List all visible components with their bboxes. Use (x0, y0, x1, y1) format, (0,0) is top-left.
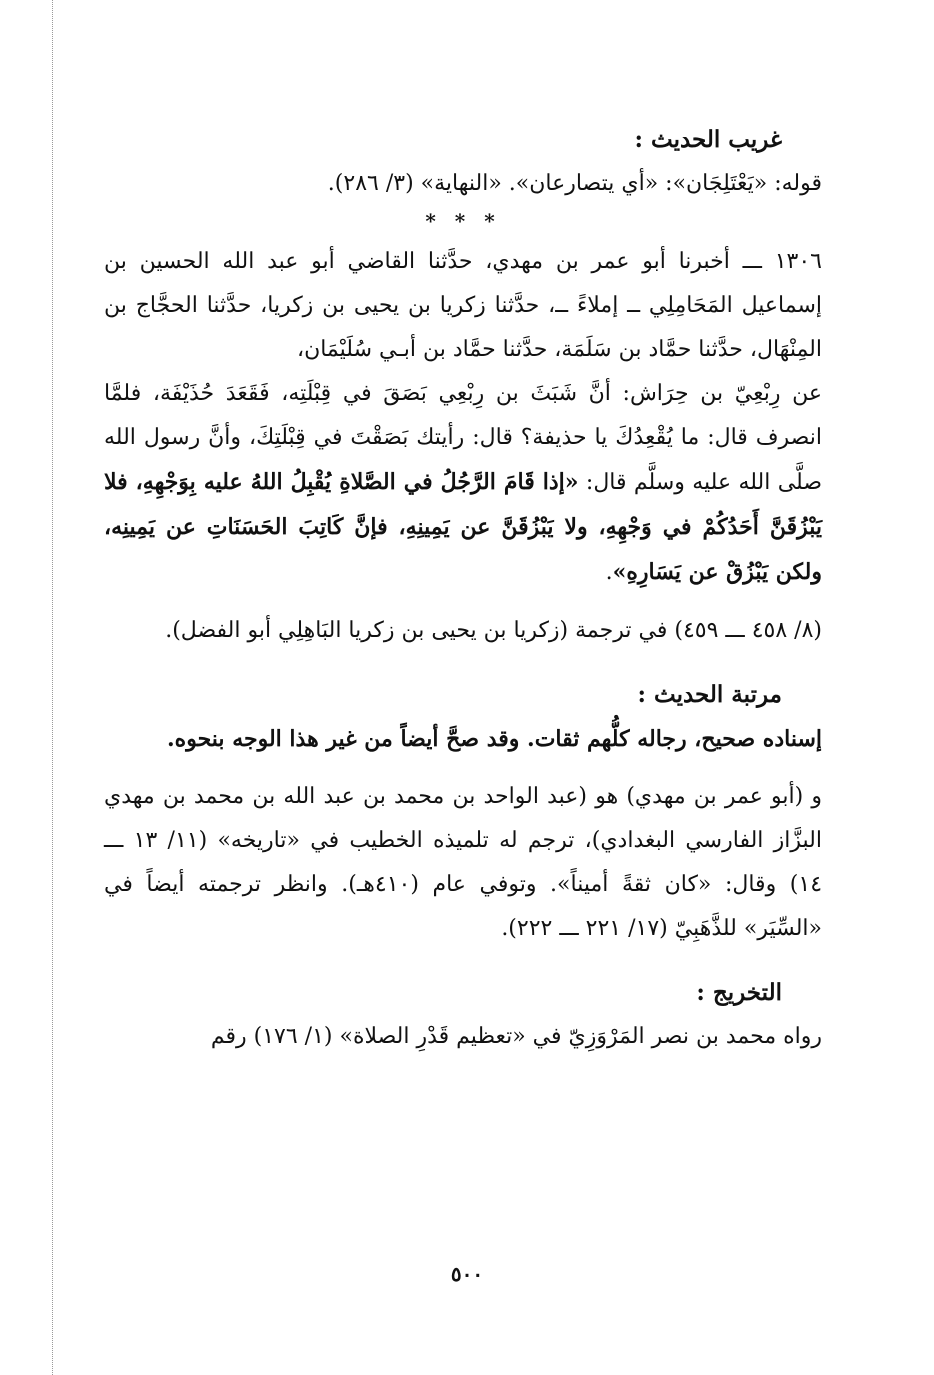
hadith-text-plain: عن رِبْعِيّ بن حِرَاش: أنَّ شَبَثَ بن رِبْعِي بَصَقَ في قِبْلَتِه، فَقَعَدَ حُذَيْفَة، فلمَّا انصرف قال: ما يُقْعِدُكَ يا حذيفة؟ قال: رأيتك بَصَقْتَ في قِبْلَتِكَ، وأنَّ رسول الله صلَّى الله عليه وسلَّم قال: (104, 381, 822, 495)
hadith-isnad: ١٣٠٦ ـــ أخبرنا أبو عمر بن مهدي، حدَّثنا القاضي أبو عبد الله الحسين بن إسماعيل المَحَامِلِي ــ إملاءً ــ، حدَّثنا زكريا بن يحيى بن زكريا، حدَّثنا الحجَّاج بن المِنْهَال، حدَّثنا حمَّاد بن سَلَمَة، حدَّثنا حمَّاد بن أبـي سُلَيْمَان، (104, 249, 822, 362)
takhrij-heading: التخريج : (696, 979, 782, 1006)
margin-rule (52, 0, 53, 1375)
source-reference: (٨/ ٤٥٨ ـــ ٤٥٩) في ترجمة (زكريا بن يحيى بن زكريا البَاهِلِي أبو الفضل). (165, 618, 822, 643)
hadith-text-end: . (605, 560, 613, 585)
rank-text: إسناده صحيح، رجاله كلُّهم ثقات. وقد صحَّ أيضاً من غير هذا الوجه بنحوه. (167, 726, 822, 752)
takhrij-text: رواه محمد بن نصر المَرْوَزِيّ في «تعظيم قَدْرِ الصلاة» (١/ ١٧٦) رقم (210, 1024, 822, 1049)
page-number: ٥٠٠ (450, 1262, 484, 1286)
gharib-heading: غريب الحديث : (634, 126, 782, 153)
separator-stars: * * * (425, 209, 501, 233)
hadith-text (104, 372, 822, 595)
narrator-note: و (أبو عمر بن مهدي) هو (عبد الواحد بن محمد بن عبد الله بن محمد بن مهدي البزَّاز الفارسي البغدادي)، ترجم له تلميذه الخطيب في «تاريخه» (١١/ ١٣ ـــ ١٤) وقال: «كان ثقةً أميناً». وتوفي عام (٤١٠هـ). وانظر ترجمته أيضاً في «السِّيَر» للذَّهَبِيّ (١٧/ ٢٢١ ـــ ٢٢٢). (104, 784, 823, 941)
rank-heading: مرتبة الحديث : (637, 681, 782, 708)
hadith-matn: «إذا قَامَ الرَّجُلُ في الصَّلاةِ يُقْبِلُ اللهُ عليه بِوَجْهِهِ، فلا يَبْزُقَنَّ أَحَدُكُمْ في وَجْهِهِ، ولا يَبْزُقَنَّ عن يَمِينِهِ، فإنَّ كَاتِبَ الحَسَنَاتِ عن يَمِينِه، ولكن يَبْزُقْ عن يَسَارِهِ» (104, 469, 822, 585)
page-body (104, 118, 822, 1059)
gharib-text: قوله: «يَعْتَلِجَان»: «أي يتصارعان». «النهاية» (٣/ ٢٨٦). (327, 171, 822, 196)
